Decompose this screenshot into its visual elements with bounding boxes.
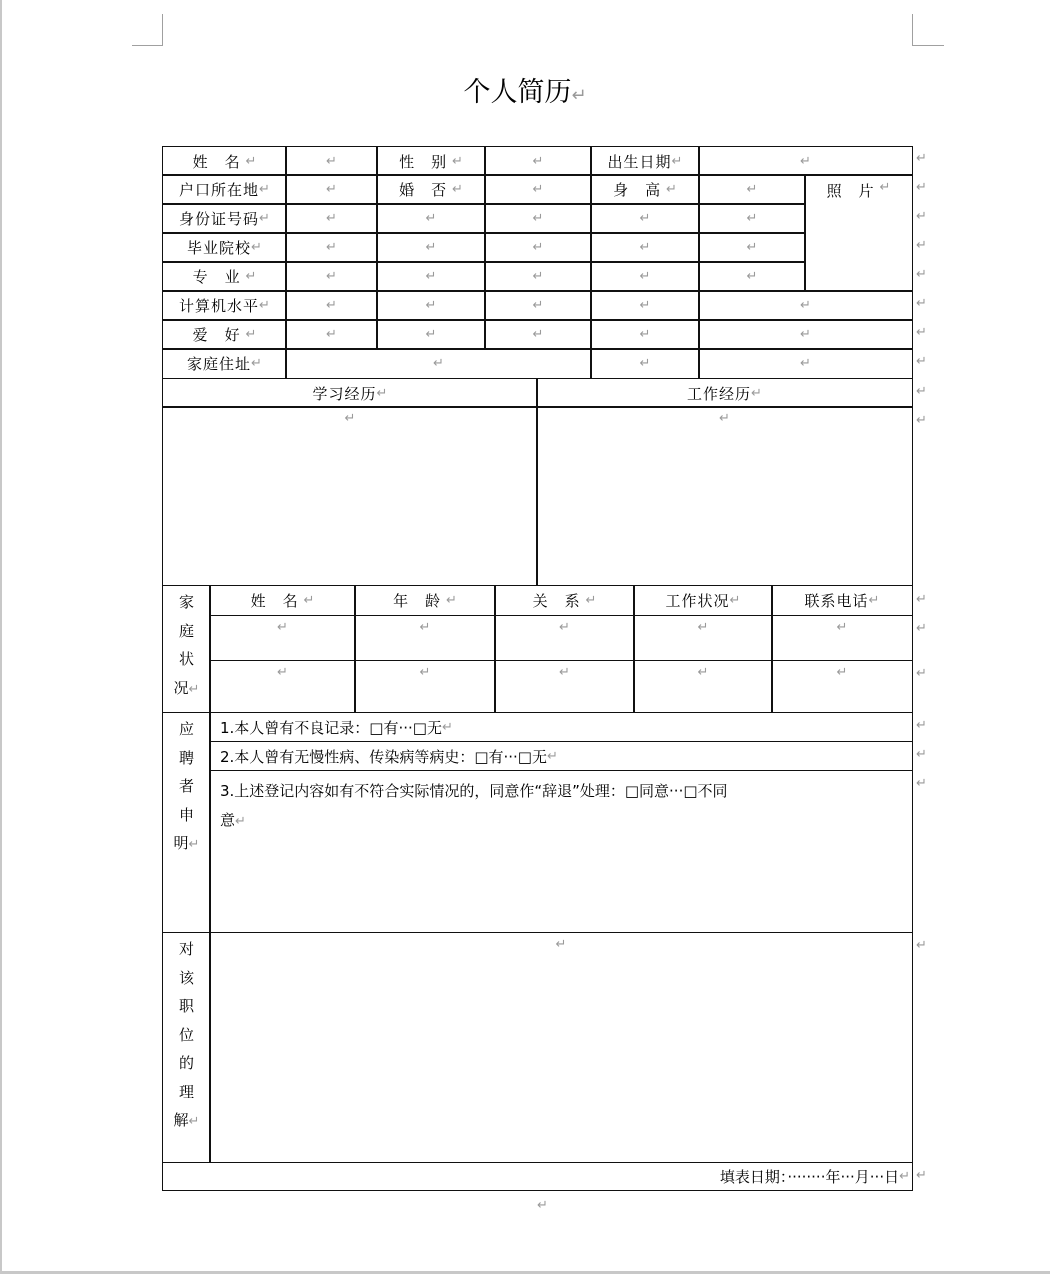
paragraph-mark-icon: ↵ [259,182,270,197]
family-section-label [162,585,211,713]
address-input-cell[interactable] [285,348,592,379]
row-end-mark-icon: ↵ [916,238,927,253]
paragraph-mark-icon: ↵ [665,182,677,197]
row-end-mark-icon: ↵ [916,592,927,607]
row-end-mark-icon: ↵ [916,747,927,762]
paragraph-mark-icon: ↵ [326,153,337,169]
label-char: 解 [173,1111,189,1129]
paragraph-mark-icon: ↵ [532,269,544,284]
family-row-cell[interactable] [633,660,773,713]
id-label-cell [162,203,287,234]
label-char: 位 [178,1025,194,1044]
paragraph-mark-icon: ↵ [277,665,288,680]
table-cell[interactable] [590,348,700,379]
label-text: 性 别 [399,152,448,171]
id-input-cell[interactable] [285,203,378,234]
declaration-item-1[interactable] [209,712,913,742]
family-row-cell[interactable] [209,615,356,661]
label-text: 工作经历 [687,384,752,403]
label-text: 学习经历 [312,384,377,403]
paragraph-mark-icon: ↵ [251,240,262,255]
paragraph-mark-icon: ↵ [746,211,758,226]
column-header: 联系电话 [804,592,869,610]
major-label-cell [162,261,287,292]
paragraph-mark-icon: ↵ [425,211,437,226]
column-header: 工作状况 [665,592,730,610]
family-row-cell[interactable] [771,660,913,713]
hobby-label-cell [162,319,287,350]
label-char: 应 [178,720,194,738]
row-end-mark-icon: ↵ [916,296,927,311]
paragraph-mark-icon: ↵ [532,327,544,342]
family-row-cell[interactable] [771,615,913,661]
paragraph-mark-icon: ↵ [639,240,651,255]
school-label-cell [162,232,287,263]
family-row-cell[interactable] [494,615,635,661]
paragraph-mark-icon: ↵ [800,153,811,169]
label-text: 身份证号码 [179,210,260,228]
school-input-cell[interactable] [285,232,378,263]
paragraph-mark-icon: ↵ [532,240,544,255]
paragraph-mark-icon: ↵ [639,269,651,284]
table-cell[interactable] [376,290,486,321]
table-cell[interactable] [590,319,700,350]
paragraph-mark-icon: ↵ [571,85,587,106]
paragraph-mark-icon: ↵ [746,240,758,255]
table-cell[interactable] [698,348,913,379]
crop-mark-top-right [912,14,944,46]
birthdate-input-cell[interactable] [698,146,913,176]
table-cell[interactable] [376,319,486,350]
paragraph-mark-icon: ↵ [751,385,762,401]
paragraph-mark-icon: ↵ [419,620,431,635]
label-text: 户口所在地 [179,181,260,199]
paragraph-mark-icon: ↵ [868,593,880,608]
gender-input-cell[interactable] [484,146,592,176]
marital-input-cell[interactable] [484,174,592,205]
page-edge [0,0,2,1274]
declaration-text: 2.本人曾有无慢性病、传染病等病史：□有···□无 [220,747,547,766]
table-cell[interactable] [376,232,486,263]
table-cell[interactable] [698,232,806,263]
paragraph-mark-icon: ↵ [326,240,337,255]
paragraph-mark-icon: ↵ [259,298,270,313]
paragraph-mark-icon: ↵ [532,211,544,226]
gender-label-cell [376,146,486,176]
table-cell[interactable] [698,290,913,321]
paragraph-mark-icon: ↵ [697,665,709,680]
paragraph-mark-icon: ↵ [800,327,811,342]
paragraph-mark-icon: ↵ [537,1198,548,1213]
paragraph-mark-icon: ↵ [419,665,431,680]
declaration-text: 1.本人曾有不良记录：□有···□无 [220,718,442,737]
paragraph-mark-icon: ↵ [899,1169,910,1184]
name-label-cell [162,146,287,176]
paragraph-mark-icon: ↵ [532,298,544,313]
row-end-mark-icon: ↵ [916,180,927,195]
label-char: 况 [173,678,189,697]
row-end-mark-icon: ↵ [916,938,927,953]
column-header: 关 系 [532,592,581,610]
label-char: 该 [178,968,194,987]
height-input-cell[interactable] [698,174,806,205]
paragraph-mark-icon: ↵ [559,665,570,680]
paragraph-mark-icon: ↵ [451,153,463,169]
declaration-text: 意 [220,811,236,829]
table-cell[interactable] [376,261,486,292]
family-col-phone [771,585,913,616]
row-end-mark-icon: ↵ [916,776,927,791]
family-col-work [633,585,773,616]
hobby-input-cell[interactable] [285,319,378,350]
birthdate-label-cell [590,146,700,176]
row-end-mark-icon: ↵ [916,267,927,282]
label-text: 毕业院校 [187,239,252,257]
table-cell[interactable] [590,203,700,234]
paragraph-mark-icon: ↵ [245,269,257,284]
table-cell[interactable] [484,319,592,350]
document-title[interactable] [0,70,1050,109]
label-text: 婚 否 [399,181,448,199]
row-end-mark-icon: ↵ [916,1168,927,1183]
paragraph-mark-icon: ↵ [425,240,437,255]
paragraph-mark-icon: ↵ [671,153,683,169]
paragraph-mark-icon: ↵ [800,298,811,313]
row-end-mark-icon: ↵ [916,413,927,428]
work-experience-header [536,378,913,408]
family-row-cell[interactable] [209,660,356,713]
title-text: 个人简历 [463,77,572,108]
paragraph-mark-icon: ↵ [188,681,200,697]
crop-mark-top-left [132,14,163,46]
declaration-item-3[interactable] [209,770,913,933]
fill-date-text: 填表日期：········年···月···日 [719,1168,900,1186]
paragraph-mark-icon: ↵ [251,356,262,371]
paragraph-mark-icon: ↵ [559,620,570,635]
paragraph-mark-icon: ↵ [425,269,437,284]
paragraph-mark-icon: ↵ [585,593,597,608]
photo-cell[interactable] [804,174,913,292]
label-char: 状 [178,650,194,668]
paragraph-mark-icon: ↵ [344,411,356,426]
paragraph-mark-icon: ↵ [245,153,257,169]
study-experience-header [162,378,538,408]
family-col-relation [494,585,635,616]
paragraph-mark-icon: ↵ [303,593,315,608]
family-col-name [209,585,356,616]
paragraph-mark-icon: ↵ [546,748,558,764]
paragraph-mark-icon: ↵ [441,719,453,735]
paragraph-mark-icon: ↵ [433,356,444,371]
paragraph-mark-icon: ↵ [326,211,337,226]
paragraph-mark-icon: ↵ [245,327,257,342]
row-end-mark-icon: ↵ [916,325,927,340]
table-cell[interactable] [484,290,592,321]
paragraph-mark-icon: ↵ [445,593,457,608]
table-cell[interactable] [590,290,700,321]
paragraph-mark-icon: ↵ [326,269,337,284]
paragraph-mark-icon: ↵ [800,356,811,371]
paragraph-mark-icon: ↵ [639,211,651,226]
label-text: 姓 名 [192,152,241,171]
declaration-section-label [162,712,211,933]
row-end-mark-icon: ↵ [916,354,927,369]
declaration-item-2[interactable] [209,741,913,771]
paragraph-mark-icon: ↵ [729,593,741,608]
paragraph-mark-icon: ↵ [555,937,567,952]
table-cell[interactable] [376,203,486,234]
label-text: 爱 好 [192,326,241,344]
row-end-mark-icon: ↵ [916,151,927,166]
table-cell[interactable] [698,319,913,350]
declaration-text: 3.上述登记内容如有不符合实际情况的，同意作“辞退”处理：□同意···□不同 [220,782,728,800]
work-experience-content[interactable] [536,406,913,586]
study-experience-content[interactable] [162,406,538,586]
row-end-mark-icon: ↵ [916,384,927,399]
paragraph-mark-icon: ↵ [326,298,337,313]
name-input-cell[interactable] [285,146,378,176]
label-char: 职 [178,997,194,1015]
paragraph-mark-icon: ↵ [532,153,544,169]
label-text: 家庭住址 [187,355,252,373]
paragraph-mark-icon: ↵ [451,182,463,197]
paragraph-mark-icon: ↵ [746,182,758,197]
family-col-age [354,585,496,616]
label-char: 的 [178,1054,194,1072]
label-text: 出生日期 [607,152,672,171]
table-cell[interactable] [484,261,592,292]
paragraph-mark-icon: ↵ [188,1114,200,1129]
paragraph-mark-icon: ↵ [532,182,544,197]
label-char: 理 [178,1082,194,1101]
table-cell[interactable] [590,232,700,263]
family-row-cell[interactable] [354,660,496,713]
paragraph-mark-icon: ↵ [425,327,437,342]
marital-label-cell [376,174,486,205]
label-char: 家 [178,593,194,611]
label-char: 明 [173,834,189,852]
paragraph-mark-icon: ↵ [639,356,651,371]
row-end-mark-icon: ↵ [916,666,927,681]
understanding-section-label [162,932,211,1163]
paragraph-mark-icon: ↵ [259,211,270,226]
family-row-cell[interactable] [354,615,496,661]
label-char: 者 [178,777,194,795]
paragraph-mark-icon: ↵ [376,385,388,401]
paragraph-mark-icon: ↵ [836,620,848,635]
paragraph-mark-icon: ↵ [235,814,246,829]
paragraph-mark-icon: ↵ [719,411,730,426]
address-label-cell [162,348,287,379]
paragraph-mark-icon: ↵ [639,298,651,313]
computer-label-cell [162,290,287,321]
paragraph-mark-icon: ↵ [425,298,437,313]
label-text: 计算机水平 [179,297,260,315]
label-char: 对 [178,940,194,958]
label-text: 身 高 [613,181,662,199]
label-char: 聘 [178,748,194,767]
family-row-cell[interactable] [494,660,635,713]
label-text: 照 片 [826,182,875,200]
hukou-label-cell [162,174,287,205]
hukou-input-cell[interactable] [285,174,378,205]
paragraph-mark-icon: ↵ [697,620,709,635]
paragraph-mark-icon: ↵ [277,620,288,635]
paragraph-mark-icon: ↵ [326,182,337,197]
row-end-mark-icon: ↵ [916,718,927,733]
paragraph-mark-icon: ↵ [836,665,848,680]
paragraph-mark-icon: ↵ [879,180,891,195]
label-char: 庭 [178,621,194,640]
computer-input-cell[interactable] [285,290,378,321]
table-cell[interactable] [484,232,592,263]
major-input-cell[interactable] [285,261,378,292]
paragraph-mark-icon: ↵ [746,269,758,284]
paragraph-mark-icon: ↵ [639,327,651,342]
paragraph-mark-icon: ↵ [188,837,200,852]
row-end-mark-icon: ↵ [916,209,927,224]
fill-date-row[interactable] [162,1162,913,1191]
table-cell[interactable] [484,203,592,234]
height-label-cell [590,174,700,205]
understanding-content[interactable] [209,932,913,1163]
label-char: 申 [178,805,194,824]
table-cell[interactable] [590,261,700,292]
table-cell[interactable] [698,261,806,292]
row-end-mark-icon: ↵ [916,621,927,636]
table-cell[interactable] [698,203,806,234]
label-text: 专 业 [192,268,241,286]
column-header: 年 龄 [393,592,442,610]
column-header: 姓 名 [250,592,299,610]
paragraph-mark-icon: ↵ [326,327,337,342]
family-row-cell[interactable] [633,615,773,661]
